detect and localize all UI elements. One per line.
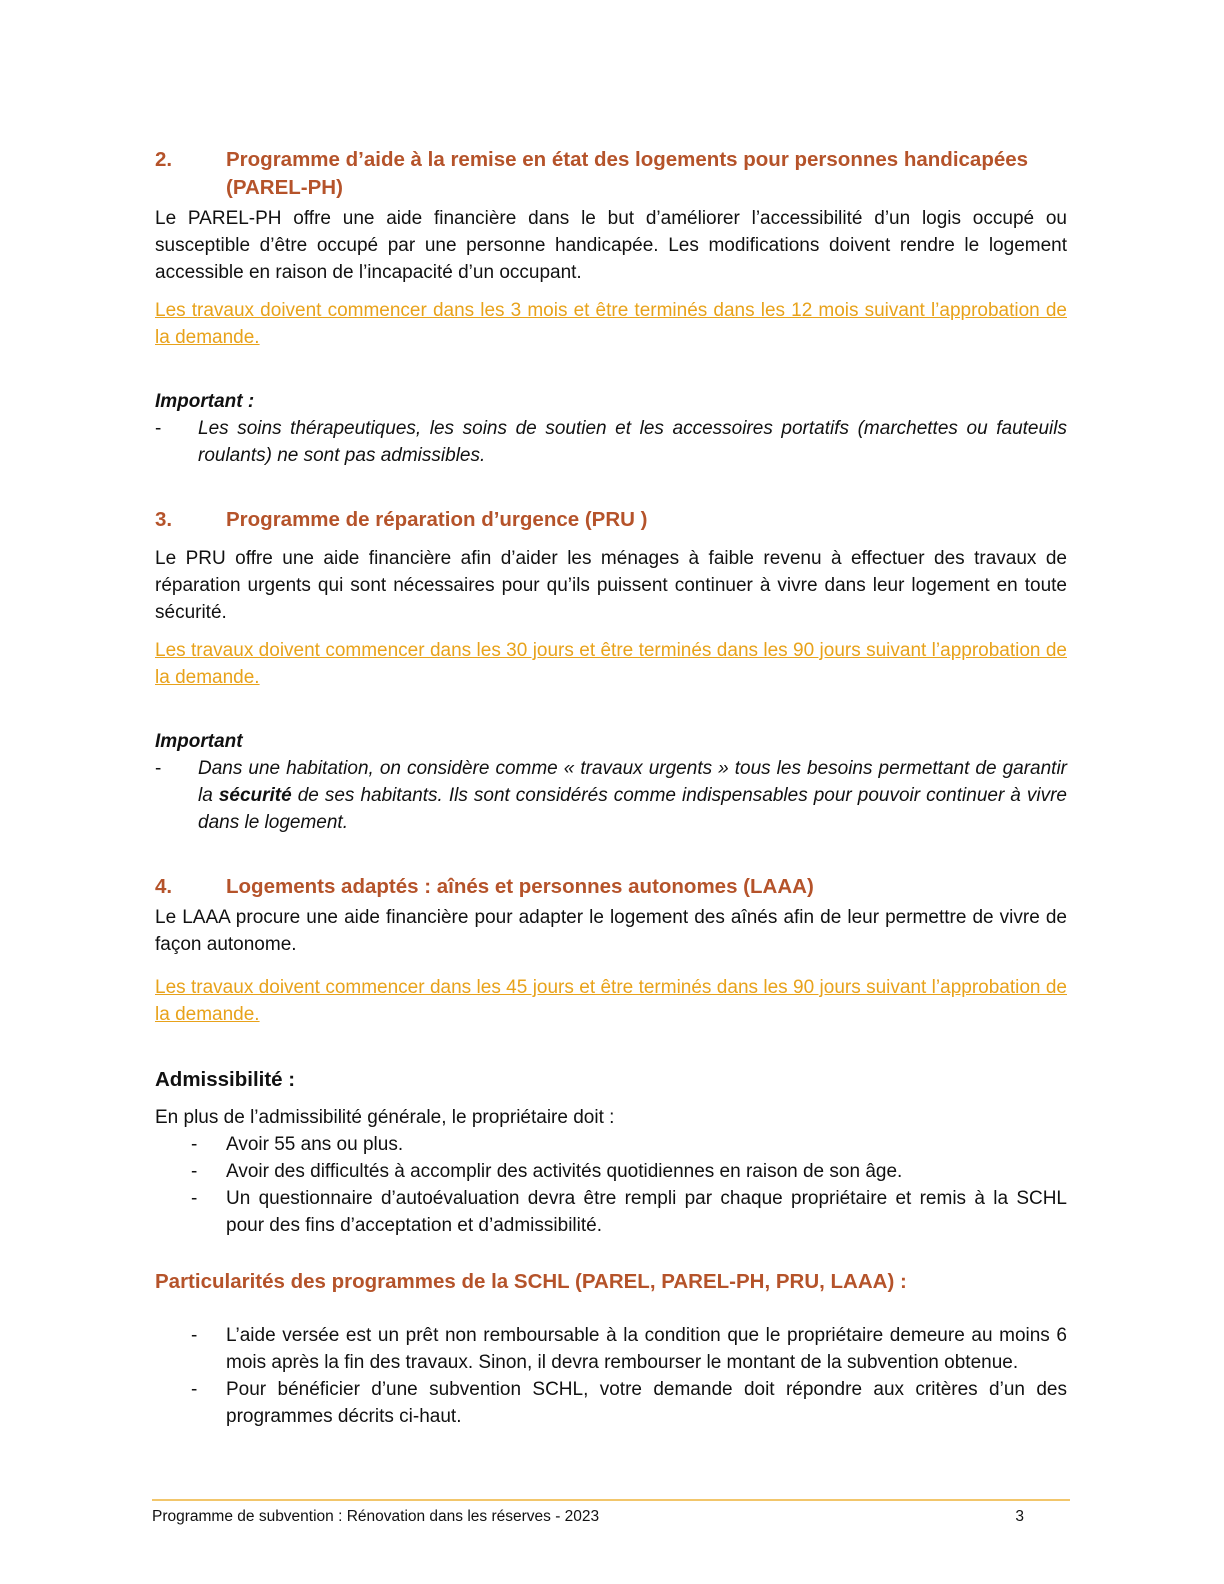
footer-title: Programme de subvention : Rénovation dans les réserves - 2023: [152, 1508, 600, 1525]
admissibility-heading: Admissibilité :: [155, 1068, 296, 1091]
admissibility-intro: En plus de l’admissibilité générale, le propriétaire doit :: [155, 1107, 615, 1128]
bullet-dash: -: [191, 1161, 198, 1182]
bullet-dash: -: [191, 1134, 198, 1155]
admissibility-item: Avoir des difficultés à accomplir des activités quotidiennes en raison de son âge.: [226, 1161, 903, 1182]
particularity-item: L’aide versée est un prêt non remboursable à la condition que le propriétaire demeure au moins 6 mois après la fin des travaux. Sinon, il devra rembourser le montant de la subvention obtenue.: [226, 1325, 1067, 1373]
section-2-heading: [155, 146, 1067, 202]
section-3-heading: [155, 506, 1067, 534]
section-number: 3.: [155, 508, 173, 531]
page-footer: [152, 1499, 1070, 1527]
list-item: [155, 1131, 1067, 1158]
section-4-deadline-link[interactable]: Les travaux doivent commencer dans les 45 jours et être terminés dans les 90 jours suivant l’approbation de la demande.: [155, 977, 1067, 1025]
section-title: Logements adaptés : aînés et personnes autonomes (LAAA): [226, 875, 814, 898]
page-number: 3: [1015, 1508, 1024, 1525]
admissibility-item: Un questionnaire d’autoévaluation devra être rempli par chaque propriétaire et remis à la SCHL pour des fins d’acceptation et d’admissibilité.: [226, 1188, 1067, 1236]
bullet-dash: -: [191, 1379, 198, 1400]
bullet-dash: -: [155, 418, 162, 439]
section-3-body: Le PRU offre une aide financière afin d’aider les ménages à faible revenu à effectuer des travaux de réparation urgents qui sont nécessaires pour qu’ils puissent continuer à vivre dans leur logement en toute sécurité.: [155, 548, 1067, 623]
section-2-body: Le PAREL-PH offre une aide financière dans le but d’améliorer l’accessibilité d’un logis occupé ou susceptible d’être occupé par une personne handicapée. Les modifications doivent rendre le logement accessible en raison de l’incapacité d’un occupant.: [155, 208, 1067, 283]
section-title: Programme d’aide à la remise en état des logements pour personnes handicapées: [226, 148, 1029, 171]
emphasis-securite: sécurité: [218, 785, 292, 806]
section-3-deadline-link[interactable]: Les travaux doivent commencer dans les 30 jours et être terminés dans les 90 jours suivant l’approbation de la demande.: [155, 640, 1067, 688]
list-item: [155, 1158, 1067, 1185]
section-2-important-label: Important :: [155, 391, 255, 412]
bullet-dash: -: [155, 758, 162, 779]
section-number: 4.: [155, 875, 173, 898]
section-2-deadline-link[interactable]: Les travaux doivent commencer dans les 3 mois et être terminés dans les 12 mois suivant l’approbation de la demande.: [155, 300, 1067, 348]
section-4-body: Le LAAA procure une aide financière pour adapter le logement des aînés afin de leur permettre de vivre de façon autonome.: [155, 907, 1067, 955]
section-number: 2.: [155, 148, 173, 171]
section-3-important-label: Important: [155, 731, 243, 752]
section-3-important-text: Dans une habitation, on considère comme « travaux urgents » tous les besoins permettant de garantir la sécurité de ses habitants. Ils sont considérés comme indispensables pour pouvoir continuer à vivre dans le logement.: [198, 758, 1067, 833]
list-item: [155, 1376, 1067, 1430]
section-2-important-text: Les soins thérapeutiques, les soins de soutien et les accessoires portatifs (marchettes ou fauteuils roulants) ne sont pas admissibles.: [198, 418, 1067, 466]
section-4-heading: [155, 873, 1067, 901]
bullet-dash: -: [191, 1188, 198, 1209]
list-item: [155, 1322, 1067, 1376]
list-item: [155, 755, 1067, 836]
particularities-heading: Particularités des programmes de la SCHL (PAREL, PAREL-PH, PRU, LAAA) :: [155, 1270, 907, 1293]
section-title: Programme de réparation d’urgence (PRU ): [226, 508, 648, 531]
document-page: [155, 146, 1067, 1430]
list-item: [155, 415, 1067, 469]
list-item: [155, 1185, 1067, 1239]
particularity-item: Pour bénéficier d’une subvention SCHL, votre demande doit répondre aux critères d’un des programmes décrits ci-haut.: [226, 1379, 1067, 1427]
admissibility-item: Avoir 55 ans ou plus.: [226, 1134, 404, 1155]
bullet-dash: -: [191, 1325, 198, 1346]
section-title-line2: (PAREL-PH): [226, 176, 343, 199]
